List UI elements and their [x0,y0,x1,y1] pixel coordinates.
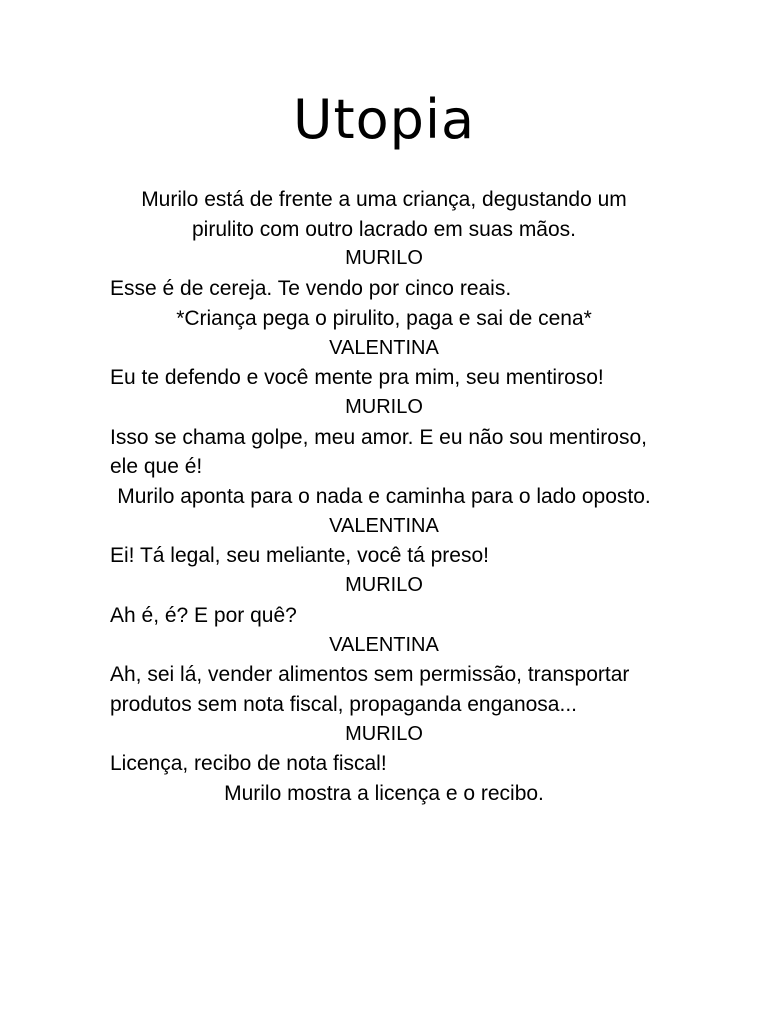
speaker-name: MURILO [345,395,423,418]
dialogue-line: Esse é de cereja. Te vendo por cinco reais. [110,277,512,301]
dialogue-line: Ah é, é? E por quê? [110,603,297,627]
stage-direction: *Criança pega o pirulito, paga e sai de cena* [176,306,592,330]
dialogue-line: Ah, sei lá, vender alimentos sem permissão, transportar produtos sem nota fiscal, propaganda enganosa... [110,663,630,716]
dialogue-line: Ei! Tá legal, seu meliante, você tá preso! [110,544,489,568]
speaker-name: VALENTINA [329,633,439,656]
speaker-name: MURILO [345,247,423,270]
document-title: Utopia [292,88,476,151]
speaker-name: VALENTINA [329,514,439,537]
speaker-name: MURILO [345,574,423,597]
dialogue-line: Licença, recibo de nota fiscal! [110,752,387,776]
speaker-name: MURILO [345,722,423,745]
speaker-name: VALENTINA [329,336,439,359]
dialogue-line: Eu te defendo e você mente pra mim, seu mentiroso! [110,366,604,390]
stage-direction: Murilo mostra a licença e o recibo. [224,782,544,806]
stage-direction: Murilo aponta para o nada e caminha para o lado oposto. [117,485,651,509]
stage-direction: Murilo está de frente a uma criança, degustando um pirulito com outro lacrado em suas mãos. [141,188,627,241]
dialogue-line: Isso se chama golpe, meu amor. E eu não sou mentiroso, ele que é! [110,425,647,479]
script-body [110,185,658,809]
